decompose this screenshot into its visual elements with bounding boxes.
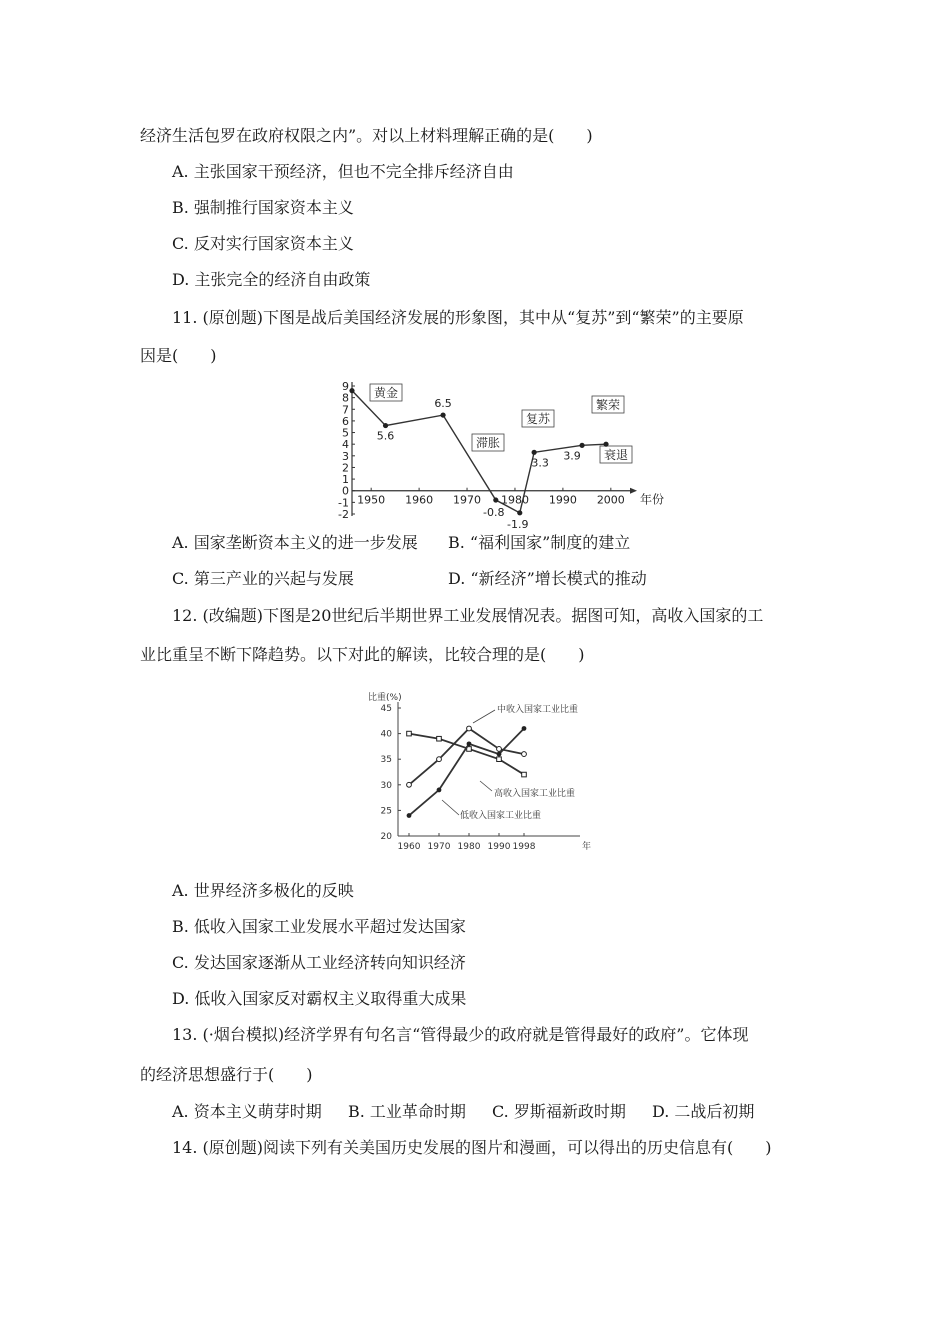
data-point [437, 736, 442, 741]
q14-stem-line1: 14. (原创题)阅读下列有关美国历史发展的图片和漫画，可以得出的历史信息有( ) [172, 1138, 772, 1157]
data-label: 5.6 [376, 429, 395, 443]
x-tick-label: 1980 [500, 493, 529, 507]
q12-stem-line2: 业比重呈不断下降趋势。以下对此的解读，比较合理的是( ) [140, 645, 585, 664]
y-tick-label: 1 [342, 473, 349, 487]
q12-option-a: A. 世界经济多极化的反映 [172, 881, 354, 900]
series-line [409, 734, 524, 775]
stage-label: 滞胀 [475, 436, 501, 450]
x-axis-label: 年份 [640, 492, 665, 507]
y-tick-label: 35 [380, 755, 392, 766]
q11-option-c: C. 第三产业的兴起与发展 [172, 569, 354, 588]
y-tick-label: 7 [342, 403, 349, 417]
data-point [517, 510, 522, 515]
x-axis-label: 年 [582, 842, 592, 852]
stage-label: 衰退 [603, 448, 629, 462]
q12-option-c: C. 发达国家逐渐从工业经济转向知识经济 [172, 953, 466, 972]
data-point [383, 423, 388, 428]
y-tick-label: 4 [342, 438, 349, 452]
q13-option-d: D. 二战后初期 [652, 1102, 755, 1121]
data-point [437, 757, 442, 762]
data-label: -0.8 [483, 506, 505, 520]
data-label: 3.3 [531, 456, 549, 470]
y-tick-label: 30 [380, 780, 392, 791]
legend-leader [473, 710, 495, 723]
series-line [409, 728, 524, 815]
data-point [407, 813, 412, 818]
y-tick-label: 3 [342, 449, 349, 463]
y-tick-label: 6 [342, 414, 349, 428]
y-tick-label: 9 [342, 380, 349, 393]
q11-stem-line1: 11. (原创题)下图是战后美国经济发展的形象图，其中从“复苏”到“繁荣”的主要原 [172, 308, 744, 327]
y-tick-label: 5 [342, 426, 349, 440]
q13-option-c: C. 罗斯福新政时期 [492, 1102, 626, 1121]
y-tick-label: 2 [342, 461, 349, 475]
data-point [497, 747, 502, 752]
series-label: 中收入国家工业比重 [497, 705, 579, 715]
data-point [522, 752, 527, 757]
q10-option-d: D. 主张完全的经济自由政策 [172, 270, 371, 289]
y-tick-label: -2 [338, 508, 349, 521]
series-label: 低收入国家工业比重 [460, 811, 542, 821]
q10-stem: 经济生活包罗在政府权限之内”。对以上材料理解正确的是( ) [140, 126, 593, 145]
data-label: -1.9 [507, 517, 529, 531]
y-tick-label: -1 [338, 496, 349, 510]
q12-option-d: D. 低收入国家反对霸权主义取得重大成果 [172, 989, 467, 1008]
legend-leader [442, 800, 459, 815]
data-point [349, 388, 354, 393]
q12-stem-line1: 12. (改编题)下图是20世纪后半期世界工业发展情况表。据图可知，高收入国家的工 [172, 606, 764, 625]
data-point [437, 788, 442, 793]
data-point [407, 782, 412, 787]
x-tick-label: 1980 [457, 842, 481, 852]
q11-option-a: A. 国家垄断资本主义的进一步发展 [172, 533, 418, 552]
data-point [467, 741, 472, 746]
data-point [532, 450, 537, 455]
y-tick-label: 45 [380, 704, 392, 714]
data-point [467, 726, 472, 731]
y-axis-label: 比重(%) [368, 693, 402, 703]
x-tick-label: 1990 [548, 493, 577, 507]
stage-label: 黄金 [373, 386, 399, 400]
data-point [493, 497, 498, 502]
x-tick-label: 1960 [405, 493, 434, 507]
data-point [522, 726, 527, 731]
q11-option-d: D. “新经济”增长模式的推动 [448, 569, 647, 588]
data-label: 3.9 [563, 449, 581, 463]
y-tick-label: 0 [342, 484, 349, 498]
y-tick-label: 20 [380, 832, 392, 842]
x-tick-label: 1960 [397, 842, 421, 852]
x-tick-label: 2000 [596, 493, 625, 507]
us-economy-chart [330, 376, 665, 531]
series-label: 高收入国家工业比重 [494, 789, 576, 799]
q10-option-b: B. 强制推行国家资本主义 [172, 198, 354, 217]
data-point [579, 443, 584, 448]
data-label: 6.5 [434, 397, 452, 411]
stage-label: 复苏 [525, 412, 551, 426]
q11-stem-line2: 因是( ) [140, 346, 217, 365]
q13-option-a: A. 资本主义萌芽时期 [172, 1102, 322, 1121]
data-point [522, 772, 527, 777]
x-tick-label: 1970 [427, 842, 451, 852]
q13-stem-line2: 的经济思想盛行于( ) [140, 1065, 313, 1084]
data-point [603, 442, 608, 447]
y-tick-label: 40 [380, 729, 392, 740]
data-point [407, 731, 412, 736]
q10-option-a: A. 主张国家干预经济，但也不完全排斥经济自由 [172, 162, 514, 181]
q13-option-b: B. 工业革命时期 [348, 1102, 466, 1121]
y-tick-label: 25 [380, 806, 392, 817]
data-point [497, 757, 502, 762]
data-point [497, 752, 502, 757]
industry-share-chart [360, 688, 600, 853]
legend-leader [480, 781, 492, 791]
x-tick-label: 1950 [357, 493, 386, 507]
q13-stem-line1: 13. (·烟台模拟)经济学界有句名言“管得最少的政府就是管得最好的政府”。它体现 [172, 1025, 749, 1044]
stage-label: 繁荣 [595, 398, 621, 412]
q11-option-b: B. “福利国家”制度的建立 [448, 533, 631, 552]
q10-option-c: C. 反对实行国家资本主义 [172, 234, 354, 253]
data-point [440, 412, 445, 417]
x-tick-label: 1990 [487, 842, 511, 852]
q12-option-b: B. 低收入国家工业发展水平超过发达国家 [172, 917, 466, 936]
y-tick-label: 8 [342, 391, 349, 405]
x-tick-label: 1998 [512, 842, 536, 852]
x-axis-arrow [630, 488, 637, 494]
x-tick-label: 1970 [453, 493, 482, 507]
